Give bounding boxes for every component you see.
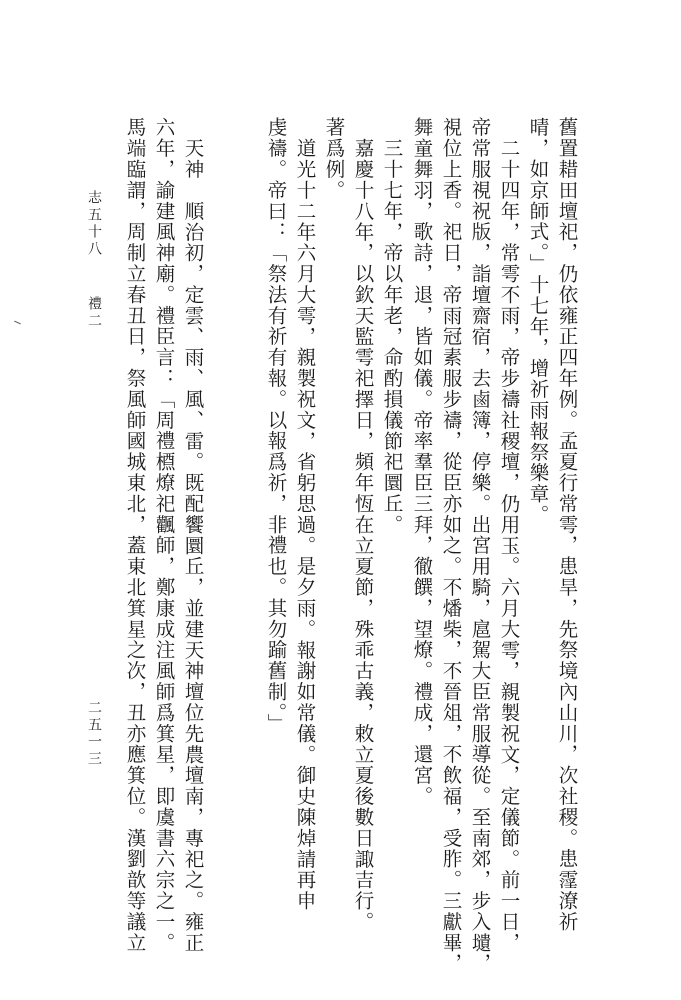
text-column-2: 晴，如京師式。」十七年，增祈雨報祭樂章。 xyxy=(526,117,550,526)
running-header-section: 禮二 xyxy=(86,296,102,330)
text-column-10: 道光十二年六月大雩，親製祝文，省躬思過。是夕雨。報謝如常儀。御史陳焯請再申 xyxy=(293,138,317,912)
text-column-8: 嘉慶十八年，以欽天監雩祀擇日，頻年恆在立夏節，殊乖古義，敕立夏後數日諏吉行。 xyxy=(351,138,375,933)
running-header-volume: 志五十八 xyxy=(86,190,102,258)
text-column-3: 二十四年，常雩不雨，帝步禱社稷壇，仍用玉。六月大雩，親製祝文，定儀節。前一日， xyxy=(497,138,521,954)
text-column-7: 三十七年，帝以年老，命酌損儀節祀圜丘。 xyxy=(380,138,404,536)
stray-mark xyxy=(14,321,21,325)
page-number: 二五一三 xyxy=(86,700,102,768)
text-column-1: 舊置耤田壇祀，仍依雍正四年例。孟夏行常雩，患旱，先祭境內山川，次社稷。患霪潦祈 xyxy=(555,117,579,933)
text-column-12: 天神 順治初，定雲、雨、風、雷。既配饗圜丘，並建天神壇位先農壇南，專祀之。雍正 xyxy=(181,138,205,954)
text-column-4: 帝常服視祝版，詣壇齋宿，去鹵簿，停樂。出宮用騎，扈駕大臣常服導從。至南郊，步入壝， xyxy=(468,117,492,974)
text-column-11: 虔禱。帝曰：「祭法有祈有報。以報爲祈，非禮也。其勿踰舊制。」 xyxy=(264,117,288,735)
text-column-9: 著爲例。 xyxy=(322,117,346,201)
text-column-14: 馬端臨謂，周制立春丑日，祭風師國城東北，蓋東北箕星之次，丑亦應箕位。漢劉歆等議立 xyxy=(123,117,147,953)
text-column-6: 舞童舞羽，歌詩，退，皆如儀。帝率羣臣三拜，徹饌，望燎。禮成，還宮。 xyxy=(410,117,434,807)
text-column-5: 視位上香。祀日，帝雨冠素服步禱，從臣亦如之。不燔柴，不晉俎，不飲福，受胙。三獻畢， xyxy=(439,117,463,974)
text-column-13: 六年，諭建風神廟。禮臣言：「周禮槱燎祀飌師，鄭康成注風師爲箕星，即虞書六宗之一。 xyxy=(152,117,176,953)
